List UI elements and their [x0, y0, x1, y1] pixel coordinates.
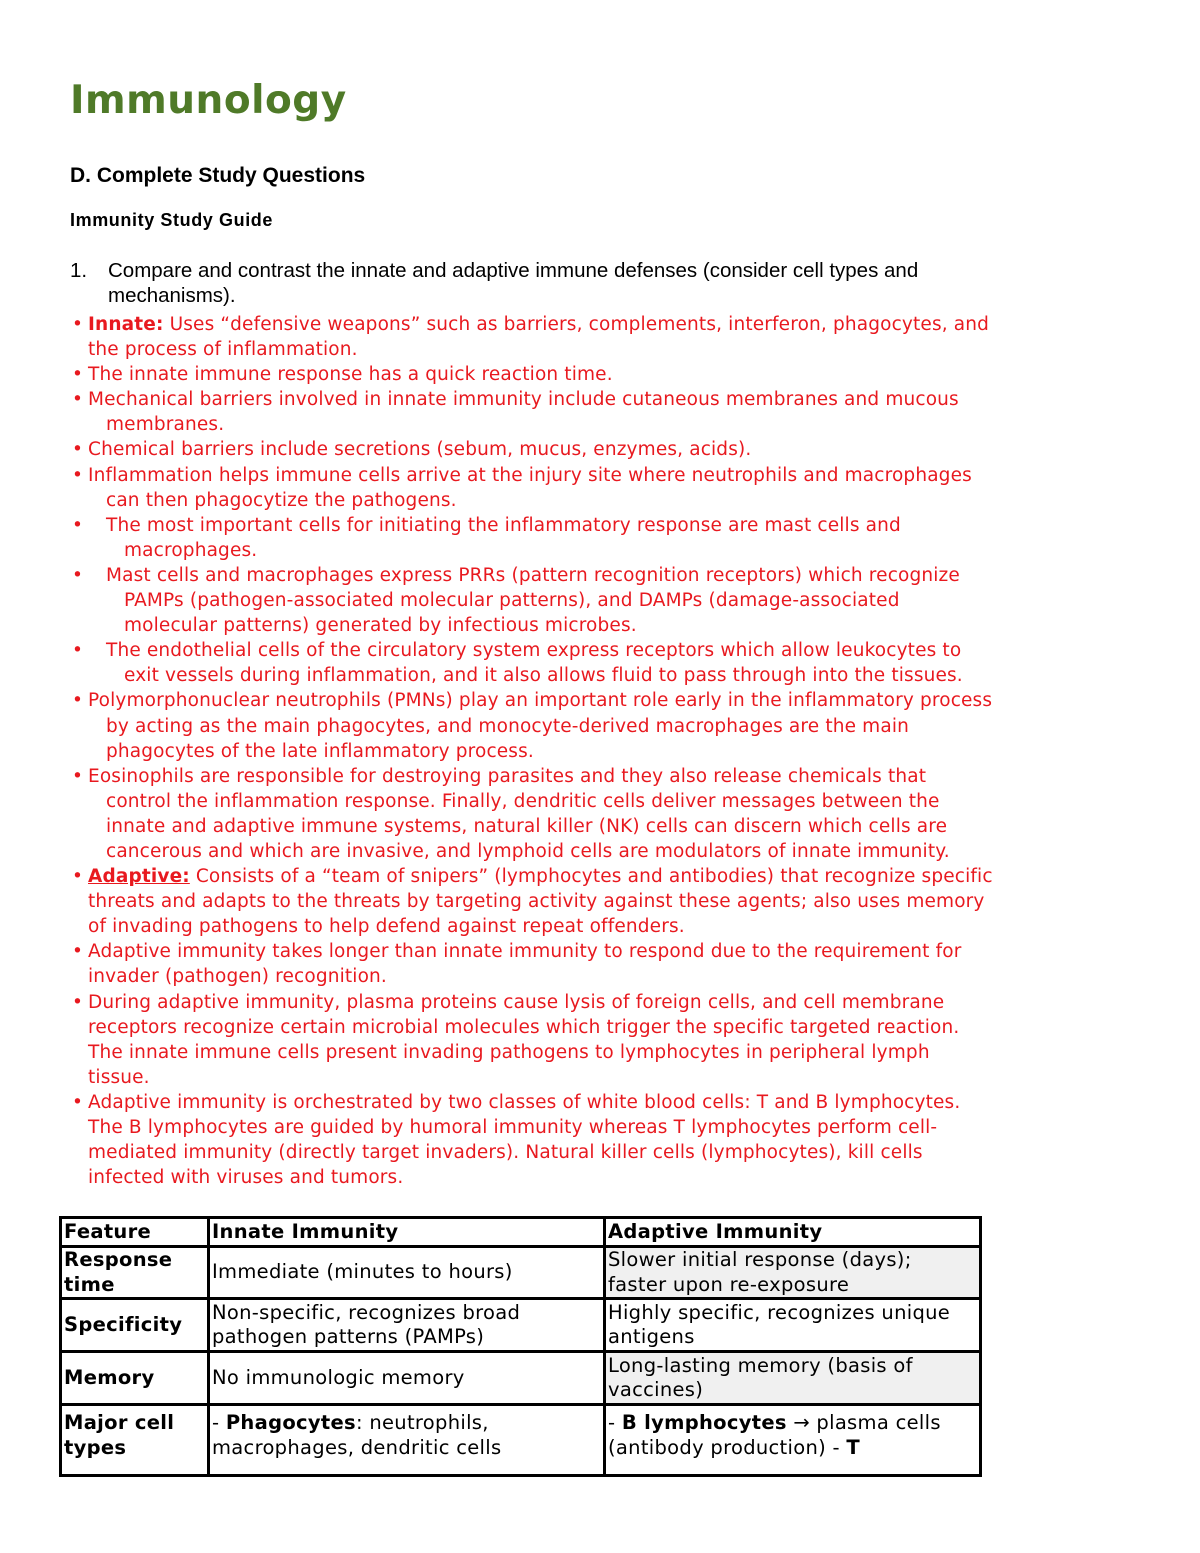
adaptive-cell: Long-lasting memory (basis of vaccines) [605, 1352, 981, 1405]
adaptive-label: Adaptive: [88, 866, 190, 888]
bullet-item [70, 387, 1140, 437]
bullet-item [70, 463, 1140, 513]
bullet-icon: • [72, 941, 84, 963]
comparison-table [59, 1216, 982, 1477]
bullet-text: cancerous and which are invasive, and lymphoid cells are modulators of innate immunity. [106, 840, 950, 862]
bullet-text: Adaptive immunity takes longer than innate immunity to respond due to the requirement for [88, 941, 962, 963]
bullet-icon: • [72, 364, 84, 386]
bullet-text: mediated immunity (directly target invaders). Natural killer cells (lymphocytes), kill cells [88, 1142, 923, 1164]
page-title: Immunology [70, 78, 347, 123]
section-heading: D. Complete Study Questions [70, 164, 366, 187]
innate-cell: Non-specific, recognizes broad pathogen patterns (PAMPs) [209, 1299, 605, 1352]
bullet-icon: • [72, 314, 84, 335]
bullet-item [70, 1090, 1140, 1190]
bullet-text: Polymorphonuclear neutrophils (PMNs) play an important role early in the inflammatory process [88, 690, 993, 712]
feature-cell: Response time [61, 1247, 209, 1299]
adaptive-cell: Highly specific, recognizes unique antigens [605, 1299, 981, 1352]
bullet-icon: • [72, 439, 84, 461]
bullet-icon: • [72, 389, 84, 411]
bullet-item [70, 764, 1140, 864]
bullet-icon: • [72, 464, 84, 486]
bullet-text: Chemical barriers include secretions (sebum, mucus, enzymes, acids). [88, 439, 752, 461]
table-row [61, 1405, 981, 1476]
bullet-text: membranes. [106, 414, 225, 436]
bullet-item [70, 563, 1140, 638]
bullet-icon: • [72, 765, 84, 787]
bullet-icon: • [72, 690, 84, 712]
bullet-item [70, 939, 1140, 989]
bullet-text: receptors recognize certain microbial molecules which trigger the specific targeted reaction. [88, 1016, 960, 1038]
bullet-text: Mast cells and macrophages express PRRs (pattern recognition receptors) which recognize [106, 564, 960, 586]
bullet-icon: • [72, 564, 84, 586]
question-text-line: mechanisms). [108, 284, 236, 307]
bullet-icon: • [72, 1091, 84, 1113]
bullet-text: PAMPs (pathogen-associated molecular patterns), and DAMPs (damage-associated [124, 590, 900, 612]
bullet-item [70, 990, 1140, 1090]
table-row [61, 1299, 981, 1352]
bullet-text: exit vessels during inflammation, and it also allows fluid to pass through into the tissues. [124, 665, 963, 687]
table-row [61, 1352, 981, 1405]
bullet-text: by acting as the main phagocytes, and monocyte-derived macrophages are the main [106, 715, 909, 737]
adaptive-cell: - B lymphocytes → plasma cells (antibody production) - T [605, 1405, 981, 1476]
innate-cell: Immediate (minutes to hours) [209, 1247, 605, 1299]
header-feature: Feature [61, 1218, 209, 1247]
bullet-item [70, 513, 1140, 563]
bullet-text: The most important cells for initiating the inflammatory response are mast cells and [106, 514, 901, 536]
bullet-text: Adaptive immunity is orchestrated by two classes of white blood cells: T and B lymphocytes. [88, 1091, 961, 1113]
bullet-text: During adaptive immunity, plasma proteins cause lysis of foreign cells, and cell membrane [88, 991, 945, 1013]
question-text-line: Compare and contrast the innate and adaptive immune defenses (consider cell types and [108, 259, 919, 282]
table-row [61, 1247, 981, 1299]
bullet-item [70, 864, 1140, 939]
innate-label: Innate: [88, 314, 164, 335]
bullet-text: molecular patterns) generated by infectious microbes. [124, 615, 637, 637]
bullet-item [70, 437, 1140, 462]
bullet-icon: • [72, 640, 84, 662]
bullet-item [70, 638, 1140, 688]
bullet-icon: • [72, 514, 84, 536]
feature-cell: Specificity [61, 1299, 209, 1352]
question-number: 1. [70, 259, 88, 282]
bullet-text: macrophages. [124, 539, 258, 561]
innate-cell: - Phagocytes: neutrophils, macrophages, dendritic cells [209, 1405, 605, 1476]
guide-heading: Immunity Study Guide [70, 210, 274, 230]
table-header-row [61, 1218, 981, 1247]
bullet-icon: • [72, 991, 84, 1013]
bullet-text: threats and adapts to the threats by targeting activity against these agents; also uses memory [88, 891, 985, 913]
bullet-text: infected with viruses and tumors. [88, 1167, 404, 1189]
adaptive-cell: Slower initial response (days); faster upon re-exposure [605, 1247, 981, 1299]
bullet-item [70, 312, 1140, 362]
bullet-text: phagocytes of the late inflammatory process. [106, 740, 534, 762]
bullet-item [70, 688, 1140, 763]
innate-cell: No immunologic memory [209, 1352, 605, 1405]
bullet-text: The innate immune cells present invading pathogens to lymphocytes in peripheral lymph [88, 1041, 930, 1063]
bullet-text: The innate immune response has a quick reaction time. [88, 364, 613, 386]
bullet-item [70, 362, 1140, 387]
bullet-text: Eosinophils are responsible for destroying parasites and they also release chemicals that [88, 765, 927, 787]
bullet-text: of invading pathogens to help defend against repeat offenders. [88, 916, 685, 938]
bullet-text: The B lymphocytes are guided by humoral immunity whereas T lymphocytes perform cell- [88, 1117, 938, 1138]
bullet-text: the process of inflammation. [88, 339, 358, 361]
bullet-text: The endothelial cells of the circulatory system express receptors which allow leukocytes to [106, 640, 962, 662]
bullet-text: Consists of a “team of snipers” (lymphocytes and antibodies) that recognize specific [189, 866, 993, 888]
bullet-text: control the inflammation response. Finally, dendritic cells deliver messages between the [106, 790, 940, 812]
bullet-text: innate and adaptive immune systems, natural killer (NK) cells can discern which cells are [106, 815, 948, 837]
bullet-text: tissue. [88, 1066, 150, 1088]
bullet-text: Uses “defensive weapons” such as barriers, complements, interferon, phagocytes, and [163, 314, 990, 335]
bullet-text: invader (pathogen) recognition. [88, 966, 387, 988]
header-innate: Innate Immunity [209, 1218, 605, 1247]
bullet-text: can then phagocytize the pathogens. [106, 489, 457, 511]
bullet-text: Inflammation helps immune cells arrive at the injury site where neutrophils and macrophages [88, 464, 972, 486]
bullet-icon: • [72, 866, 84, 888]
feature-cell: Memory [61, 1352, 209, 1405]
header-adaptive: Adaptive Immunity [605, 1218, 981, 1247]
feature-cell: Major cell types [61, 1405, 209, 1476]
bullet-text: Mechanical barriers involved in innate immunity include cutaneous membranes and mucous [88, 389, 959, 411]
answer-bullet-list [70, 312, 1140, 1190]
